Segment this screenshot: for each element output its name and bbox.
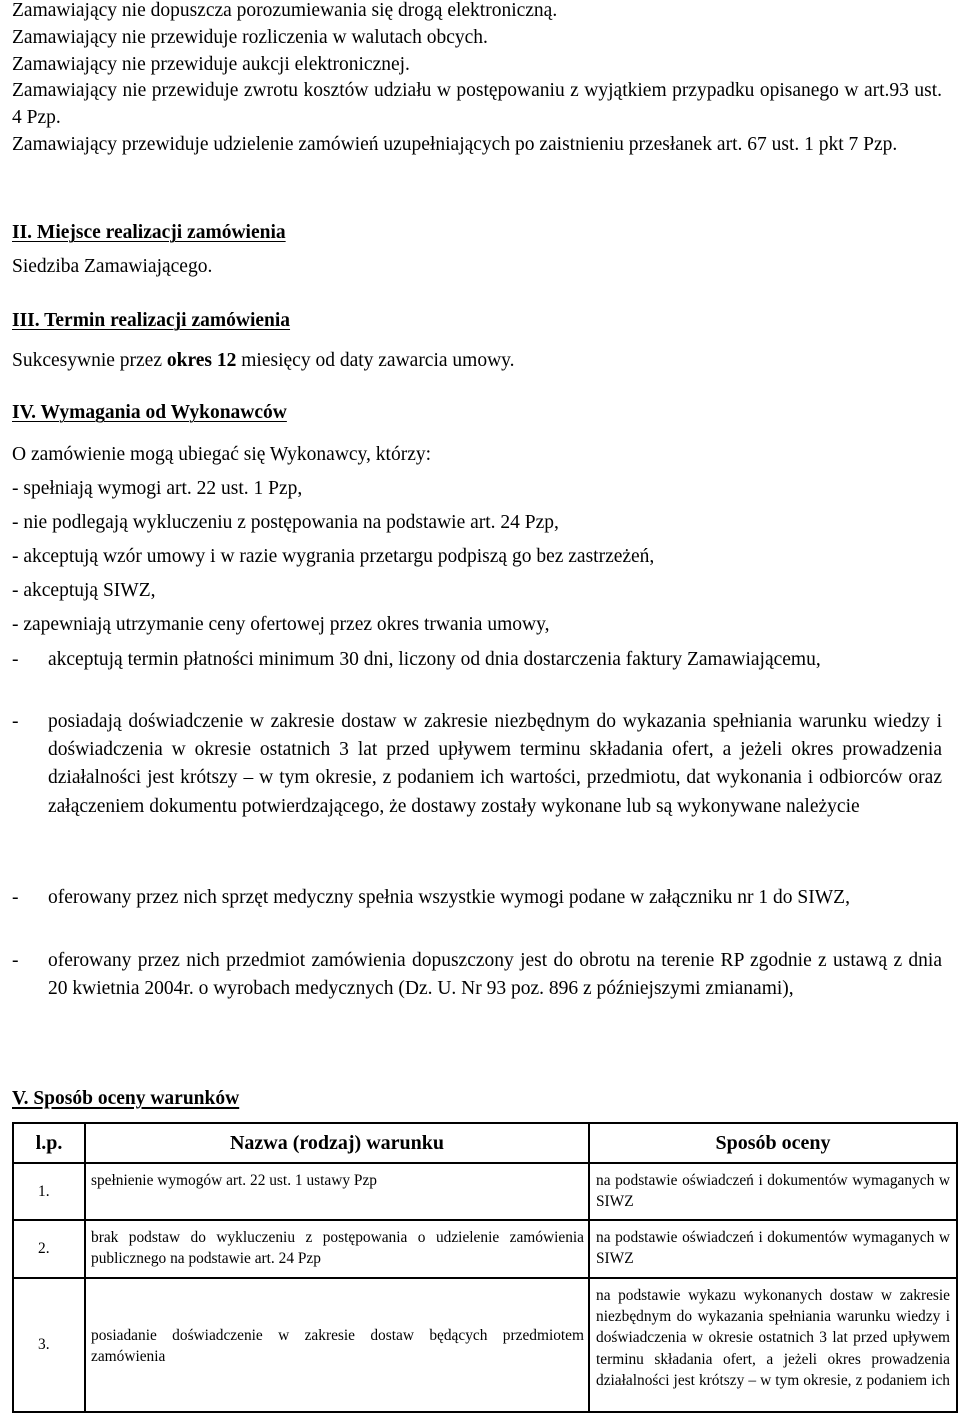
requirement-long-item xyxy=(12,947,942,1003)
requirement-long-item xyxy=(12,708,942,821)
table-header-row xyxy=(13,1123,957,1163)
table-row xyxy=(13,1278,957,1412)
section-text: Siedziba Zamawiającego. xyxy=(12,256,213,277)
requirement-text: oferowany przez nich przedmiot zamówienia dopuszczony jest do obrotu na terenie RP zgodnie z ustawą z dnia 20 kwietnia 2004r. o wyrobach medycznych (Dz. U. Nr 93 poz. 896 z późniejszymi zmianami), xyxy=(48,950,942,1000)
conditions-table xyxy=(12,1122,958,1413)
condition-cell: spełnienie wymogów art. 22 ust. 1 ustawy Pzp xyxy=(85,1163,589,1220)
section-evaluation xyxy=(12,1085,942,1113)
header-lp: l.p. xyxy=(13,1123,85,1163)
list-dash: - xyxy=(12,887,19,908)
requirement-text: posiadają doświadczenie w zakresie dostaw w zakresie niezbędnym do wykazania spełniania warunku wiedzy i doświadczenia w okresie ostatnich 3 lat przed upływem terminu składania ofert, a jeżeli okres prowadzenia działalności jest krótszy – w tym okresie, z podaniem ich wartości, przedmiotu, dat wykonania i odbiorców oraz załączeniem dokumentu potwierdzającego, że dostawy zostały wykonane lub są wykonywane należycie xyxy=(48,711,942,817)
requirement-long-item xyxy=(12,646,942,674)
requirement-item: - spełniają wymogi art. 22 ust. 1 Pzp, xyxy=(12,478,303,499)
term-text-before: Sukcesywnie przez xyxy=(12,350,167,371)
requirement-item: - akceptują wzór umowy i w razie wygrania przetargu podpiszą go bez zastrzeżeń, xyxy=(12,546,655,567)
section-heading: IV. Wymagania od Wykonawców xyxy=(12,402,287,423)
section-term xyxy=(12,307,942,375)
method-cell: na podstawie oświadczeń i dokumentów wymaganych w SIWZ xyxy=(589,1220,957,1278)
row-number: 1. xyxy=(13,1163,85,1220)
table-row xyxy=(13,1163,957,1220)
requirement-text: akceptują termin płatności minimum 30 dni, liczony od dnia dostarczenia faktury Zamawiającemu, xyxy=(48,649,821,670)
list-dash: - xyxy=(12,711,19,732)
table-row xyxy=(13,1220,957,1278)
method-cell: na podstawie wykazu wykonanych dostaw w zakresie niezbędnym do wykazania spełniania warunku wiedzy i doświadczenia w okresie ostatnich 3 lat przed upływem terminu składania ofert, a jeżeli okres prowadzenia działalności jest krótszy – w tym okresie, z podaniem ich xyxy=(589,1278,957,1412)
intro-line: Zamawiający nie przewiduje aukcji elektronicznej. xyxy=(12,53,410,75)
condition-cell: posiadanie doświadczenie w zakresie dostaw będących przedmiotem zamówienia xyxy=(85,1278,589,1412)
requirement-long-item xyxy=(12,884,942,912)
section-heading: V. Sposób oceny warunków xyxy=(12,1088,240,1109)
section-requirements xyxy=(12,399,942,642)
section-heading: III. Termin realizacji zamówienia xyxy=(12,310,291,331)
intro-line: Zamawiający nie przewiduje rozliczenia w walutach obcych. xyxy=(12,26,488,48)
intro-line: Zamawiający nie dopuszcza porozumiewania się drogą elektroniczną. xyxy=(12,0,558,21)
condition-cell: brak podstaw do wykluczeniu z postępowania o udzielenie zamówienia publicznego na podstawie art. 24 Pzp xyxy=(85,1220,589,1278)
section-place xyxy=(12,219,942,281)
section-text xyxy=(12,347,942,375)
row-number: 3. xyxy=(13,1278,85,1412)
requirement-item: - nie podlegają wykluczeniu z postępowania na podstawie art. 24 Pzp, xyxy=(12,512,559,533)
requirement-item: - zapewniają utrzymanie ceny ofertowej przez okres trwania umowy, xyxy=(12,614,550,635)
list-dash: - xyxy=(12,649,19,670)
header-evaluation-method: Sposób oceny xyxy=(589,1123,957,1163)
list-dash: - xyxy=(12,950,19,971)
section-heading: II. Miejsce realizacji zamówienia xyxy=(12,222,286,243)
term-text-bold: okres 12 xyxy=(166,350,237,371)
header-condition-name: Nazwa (rodzaj) warunku xyxy=(85,1123,589,1163)
term-text-after: miesięcy od daty zawarcia umowy. xyxy=(236,350,515,371)
row-number: 2. xyxy=(13,1220,85,1278)
method-cell: na podstawie oświadczeń i dokumentów wymaganych w SIWZ xyxy=(589,1163,957,1220)
requirement-text: oferowany przez nich sprzęt medyczny spełnia wszystkie wymogi podane w załączniku nr 1 do SIWZ, xyxy=(48,887,850,908)
intro-paragraphs xyxy=(12,0,942,159)
intro-line: Zamawiający przewiduje udzielenie zamówień uzupełniających po zaistnieniu przesłanek art. 67 ust. 1 pkt 7 Pzp. xyxy=(12,133,898,155)
requirement-item: - akceptują SIWZ, xyxy=(12,580,156,601)
intro-line: Zamawiający nie przewiduje zwrotu kosztów udziału w postępowaniu z wyjątkiem przypadku opisanego w art.93 ust. 4 Pzp. xyxy=(12,80,942,129)
requirements-lead: O zamówienie mogą ubiegać się Wykonawcy, którzy: xyxy=(12,444,432,465)
